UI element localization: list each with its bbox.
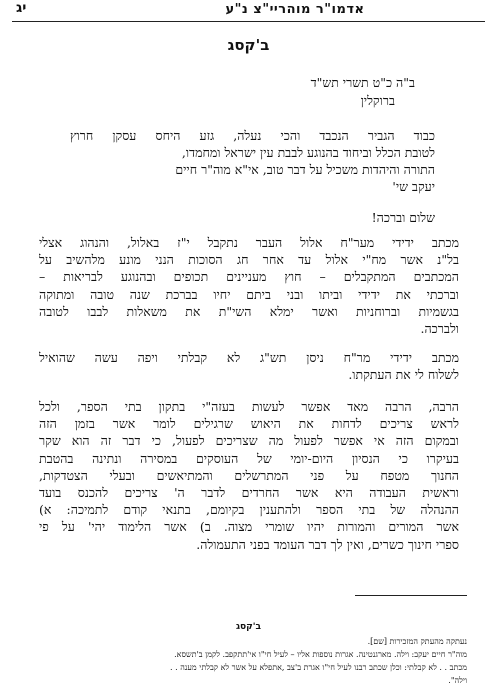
paragraph-line: בעיקרו כי הנסיון היום-יומי של העוסקים במסירה ונתינה בהטבת (39, 450, 459, 466)
paragraph-line: וברכתי את ידידי וביתו ובני ביתם יחיו בברכת שנה טובה ומתוקה (39, 286, 459, 302)
paragraph-line: ולברכה. (420, 321, 459, 337)
footnote-line: מכתב . . לא קבלתי: וכלן שכתב רבנו לעיל חי"ו אגרת ב'צב ,אתפלא על אשר לא קבלתי מענה . . (170, 663, 467, 672)
footnote-rule (355, 595, 467, 596)
address-line: כבוד הגביר הנכבד והכי נעלה, גזע היחס עסקן חרוץ (70, 128, 435, 143)
running-header-title: אדמו"ר מוהריי"צ נ"ע (225, 2, 365, 17)
paragraph-line: אשר המורים והמורות יהיו שומרי מצוה. ב) אשר הלימוד יהי' על פי (39, 519, 459, 535)
footnote-letter-number: ב'קסג (235, 622, 261, 632)
paragraph-line: הרבה, הרבה מאד אפשר לעשות בעזה"י בתקון בתי הספר, ולכל (39, 399, 459, 414)
paragraph-line: מכתב ידידי מר"ח ניסן תש"ג לא קבלתי ויפה עשה שהואיל (39, 350, 459, 365)
paragraph-line: בגשמיות וברוחניות ואשר ימלא השי"ת את משאלות לבבו לטובה (39, 303, 459, 319)
address-line: יעקב שי' (392, 179, 435, 194)
address-line: לטובת הכלל וביחוד בהנוגע לבבת עין ישראל ומחמדו, (181, 145, 435, 160)
paragraph-line: ספרי חינוך כשרים, ואין לך דבר העומד בפני התעמולה. (196, 536, 459, 552)
paragraph-line: מכתב ידידי מער"ח אלול העבר נתקבל י"ז באלול, והנהוג אצלי (39, 235, 459, 250)
paragraph-line: לשלוח לי את העתקתו. (348, 367, 459, 383)
paragraph-line: בל"נ אשר מח"י אלול עד אחר חג הסוכות הנני מונע מלהשיב על (39, 252, 459, 268)
recipient-address (70, 127, 435, 195)
paragraph (39, 349, 459, 383)
letter-number: ב'קסג (227, 36, 270, 54)
greeting: שלום וברכה! (371, 210, 435, 225)
footnote-line: מוה"ר חיים יעקב: וילה. מארגנטינה. אגרות נוספות אליו – לעיל חי"ו אי'תתקפב. לקמן ב'תשסא. (174, 650, 467, 659)
footnotes (27, 635, 467, 687)
paragraph-line: וראשית העבודה היא אשר החרדים לדבר ה' צריכים להכנס בועד (39, 485, 459, 501)
paragraph (39, 234, 459, 337)
footnote-line: נעתקה מהעתק המזכירות [שם]. (367, 637, 467, 646)
paragraph (39, 398, 459, 553)
paragraph-line: ההנהלה של בתי הספר ולהתענין בקיומם, בתנאי קודם לתמיכה: א) (39, 502, 459, 518)
paragraph-line: המכתבים המתקבלים – חוץ מעניינים תכופים ובהנוגע לבריאות – (39, 269, 459, 285)
footnote-line: וילה". (448, 676, 467, 685)
paragraph-line: החנוך מטפח על פני המתרשלים והמתיאשים ובעלי הצטדקות, (39, 467, 459, 483)
letter-date: ב"ה כ"ט תשרי תש"ד (310, 75, 415, 90)
address-line: התורה והיהדות משכיל על דבר טוב, אי"א מוה"ר חיים (175, 162, 435, 177)
letter-location: ברוקלין (360, 93, 395, 108)
page-number: יג (16, 0, 27, 16)
letter-date-block (175, 74, 415, 110)
header-rule (12, 21, 485, 22)
paragraph-line: ובמקום הזה אי אפשר לפעול מה שצריכים לפעול, כי דבר זה הוא שקר (39, 433, 459, 449)
paragraph-line: לראש צריכים לדחות את היאוש שרגילים לומר אשר בזמן הזה (39, 416, 459, 432)
